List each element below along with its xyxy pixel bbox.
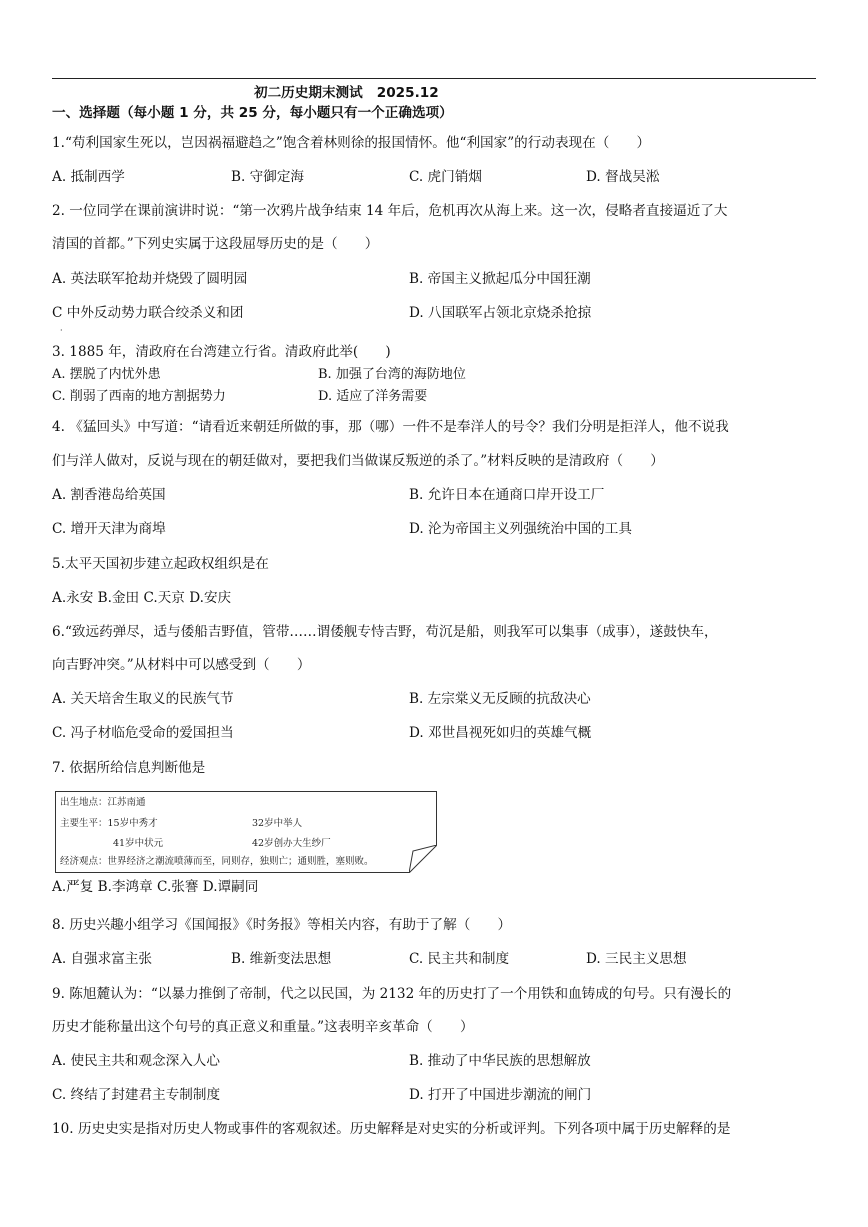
question-9-stem-line-1: 9. 陈旭麓认为：“以暴力推倒了帝制，代之以民国，为 2132 年的历史打了一个用铁和血铸成的句号。只有漫长的 (52, 986, 732, 1002)
q1-option-d: D. 督战吴淞 (586, 169, 660, 185)
q3-option-c: C. 削弱了西南的地方割据势力 (52, 389, 226, 404)
biography-card (55, 791, 437, 873)
exam-date: 2025.12 (376, 85, 439, 101)
card-life-3: 41岁中状元 (113, 838, 164, 849)
q9-option-c: C. 终结了封建君主专制制度 (52, 1087, 221, 1103)
question-2-stem-line-1: 2. 一位同学在课前演讲时说：“第一次鸦片战争结束 14 年后，危机再次从海上来。这一次，侵略者直接逼近了大 (52, 203, 728, 219)
q8-option-b: B. 维新变法思想 (231, 951, 332, 967)
question-7-stem: 7. 依据所给信息判断他是 (52, 760, 206, 776)
card-economy: 经济观点：世界经济之潮流喷薄而至，同则存，独则亡；通则胜，塞则败。 (60, 856, 374, 867)
question-9-stem-line-2: 历史才能称量出这个句号的真正意义和重量。”这表明辛亥革命（ ） (52, 1019, 474, 1035)
q7-options: A.严复 B.李鸿章 C.张謇 D.谭嗣同 (52, 879, 259, 895)
q6-option-a: A. 关天培舍生取义的民族气节 (52, 691, 234, 707)
q3-option-d: D. 适应了洋务需要 (318, 389, 428, 404)
card-birthplace: 出生地点：江苏南通 (60, 797, 146, 808)
question-5-stem: 5.太平天国初步建立起政权组织是在 (52, 556, 269, 572)
q9-option-a: A. 使民主共和观念深入人心 (52, 1053, 220, 1069)
question-8-stem: 8. 历史兴趣小组学习《国闻报》《时务报》等相关内容，有助于了解（ ） (52, 917, 512, 933)
q4-option-b: B. 允许日本在通商口岸开设工厂 (409, 487, 605, 503)
card-life-label: 主要生平：15岁中秀才 (60, 818, 158, 829)
question-4-stem-line-2: 们与洋人做对，反说与现在的朝廷做对，要把我们当做谋反叛逆的杀了。”材料反映的是清政府（ ） (52, 453, 664, 469)
q8-option-a: A. 自强求富主张 (52, 951, 153, 967)
question-6-stem-line-2: 向吉野冲突。”从材料中可以感受到（ ） (52, 657, 311, 673)
q2-option-b: B. 帝国主义掀起瓜分中国狂潮 (409, 271, 591, 287)
q4-option-c: C. 增开天津为商埠 (52, 521, 166, 537)
card-life-4: 42岁创办大生纱厂 (252, 838, 331, 849)
q1-option-c: C. 虎门销烟 (409, 169, 482, 185)
q6-option-b: B. 左宗棠义无反顾的抗敌决心 (409, 691, 591, 707)
exam-title (254, 81, 439, 101)
q4-option-a: A. 割香港岛给英国 (52, 487, 166, 503)
q3-option-b: B. 加强了台湾的海防地位 (318, 367, 466, 382)
card-life-2: 32岁中举人 (252, 818, 303, 829)
exam-title-text: 初二历史期末测试 (254, 85, 363, 101)
page-curl-icon (409, 845, 437, 873)
q2-option-c: C 中外反动势力联合绞杀义和团 (52, 305, 244, 321)
q8-option-c: C. 民主共和制度 (409, 951, 510, 967)
question-6-stem-line-1: 6.“致远药弹尽，适与倭船吉野值，管带……谓倭舰专恃吉野，苟沉是船，则我军可以集事（成事），遂鼓快车， (52, 624, 718, 640)
q5-options: A.永安 B.金田 C.天京 D.安庆 (52, 590, 232, 606)
q1-option-a: A. 抵制西学 (52, 169, 125, 185)
q8-option-d: D. 三民主义思想 (586, 951, 687, 967)
q9-option-d: D. 打开了中国进步潮流的闸门 (409, 1087, 592, 1103)
q2-option-a: A. 英法联军抢劫并烧毁了圆明园 (52, 271, 248, 287)
q3-option-a: A. 摆脱了内忧外患 (52, 367, 161, 382)
q4-option-d: D. 沦为帝国主义列强统治中国的工具 (409, 521, 632, 537)
q6-option-d: D. 邓世昌视死如归的英雄气概 (409, 725, 592, 741)
q6-option-c: C. 冯子材临危受命的爱国担当 (52, 725, 234, 741)
question-10-stem: 10. 历史史实是指对历史人物或事件的客观叙述。历史解释是对史实的分析或评判。下列各项中属于历史解释的是 (52, 1121, 731, 1137)
question-2-stem-line-2: 清国的首都。”下列史实属于这段屈辱历史的是（ ） (52, 236, 379, 252)
question-4-stem-line-1: 4. 《猛回头》中写道：“请看近来朝廷所做的事，那（哪）一件不是奉洋人的号令？我们分明是拒洋人，他不说我 (52, 419, 729, 435)
scan-speck: · (60, 326, 63, 335)
q1-option-b: B. 守御定海 (231, 169, 305, 185)
section-heading: 一、选择题（每小题 1 分，共 25 分，每小题只有一个正确选项） (52, 105, 453, 121)
q2-option-d: D. 八国联军占领北京烧杀抢掠 (409, 305, 592, 321)
header-rule (52, 78, 816, 79)
q9-option-b: B. 推动了中华民族的思想解放 (409, 1053, 591, 1069)
question-3-stem: 3. 1885 年，清政府在台湾建立行省。清政府此举( ) (52, 344, 391, 360)
question-1-stem: 1.“苟利国家生死以，岂因祸福避趋之”饱含着林则徐的报国情怀。他“利国家”的行动表现在（ ） (52, 135, 651, 151)
